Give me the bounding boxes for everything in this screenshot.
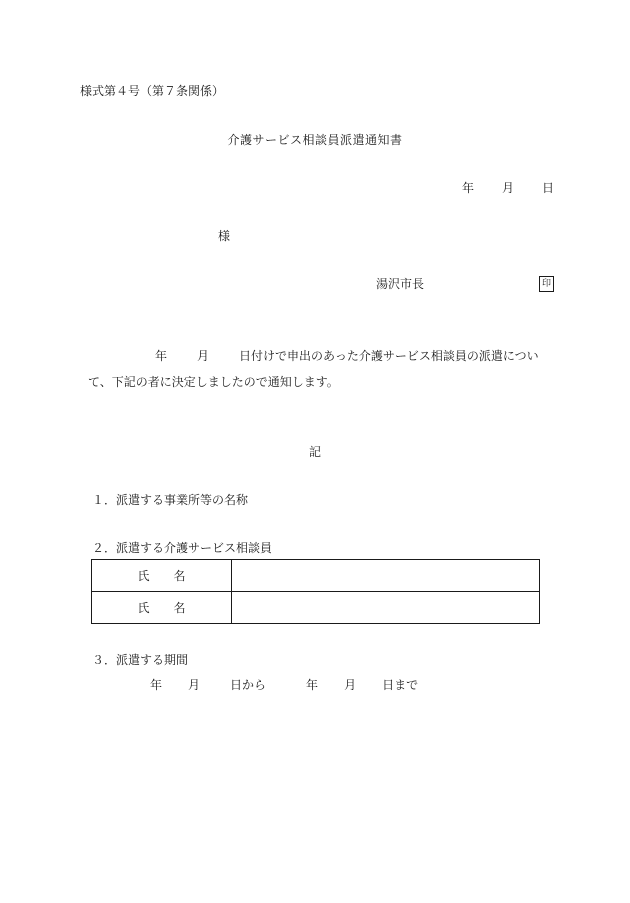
section-1-heading: １．派遣する事業所等の名称	[92, 493, 249, 507]
ki-heading: 記	[308, 445, 321, 459]
form-number: 様式第４号（第７条関係）	[80, 84, 225, 98]
issuer-name: 湯沢市長	[376, 277, 425, 291]
table-row	[92, 560, 540, 592]
table-row	[92, 592, 540, 624]
section-3-heading: ３．派遣する期間	[92, 653, 189, 667]
period-from-year: 年	[150, 678, 163, 692]
document-title: 介護サービス相談員派遣通知書	[227, 133, 403, 147]
body-month: 月	[197, 349, 210, 363]
body-rest: 日付けで申出のあった介護サービス相談員の派遣につい	[239, 349, 539, 363]
period-from-month: 月	[188, 678, 201, 692]
name-label: 氏 名	[92, 592, 232, 624]
body-year: 年	[155, 349, 168, 363]
date-day: 日	[542, 181, 555, 195]
name-label: 氏 名	[92, 560, 232, 592]
period-to-month: 月	[344, 678, 357, 692]
section-2-heading: ２．派遣する介護サービス相談員	[92, 541, 273, 555]
addressee: 様	[218, 229, 231, 243]
date-month: 月	[502, 181, 515, 195]
name-value-field[interactable]	[232, 560, 540, 592]
name-value-field[interactable]	[232, 592, 540, 624]
seal-mark: 印	[539, 276, 554, 292]
period-to-year: 年	[306, 678, 319, 692]
body-text-line-1	[155, 349, 539, 363]
period-from-day: 日から	[230, 678, 267, 692]
counselor-table	[91, 559, 540, 624]
dispatch-period	[150, 678, 418, 692]
issue-date	[462, 181, 554, 195]
body-text-line-2: て、下記の者に決定しましたので通知します。	[88, 375, 339, 389]
period-to-day: 日まで	[382, 678, 419, 692]
date-year: 年	[462, 181, 475, 195]
